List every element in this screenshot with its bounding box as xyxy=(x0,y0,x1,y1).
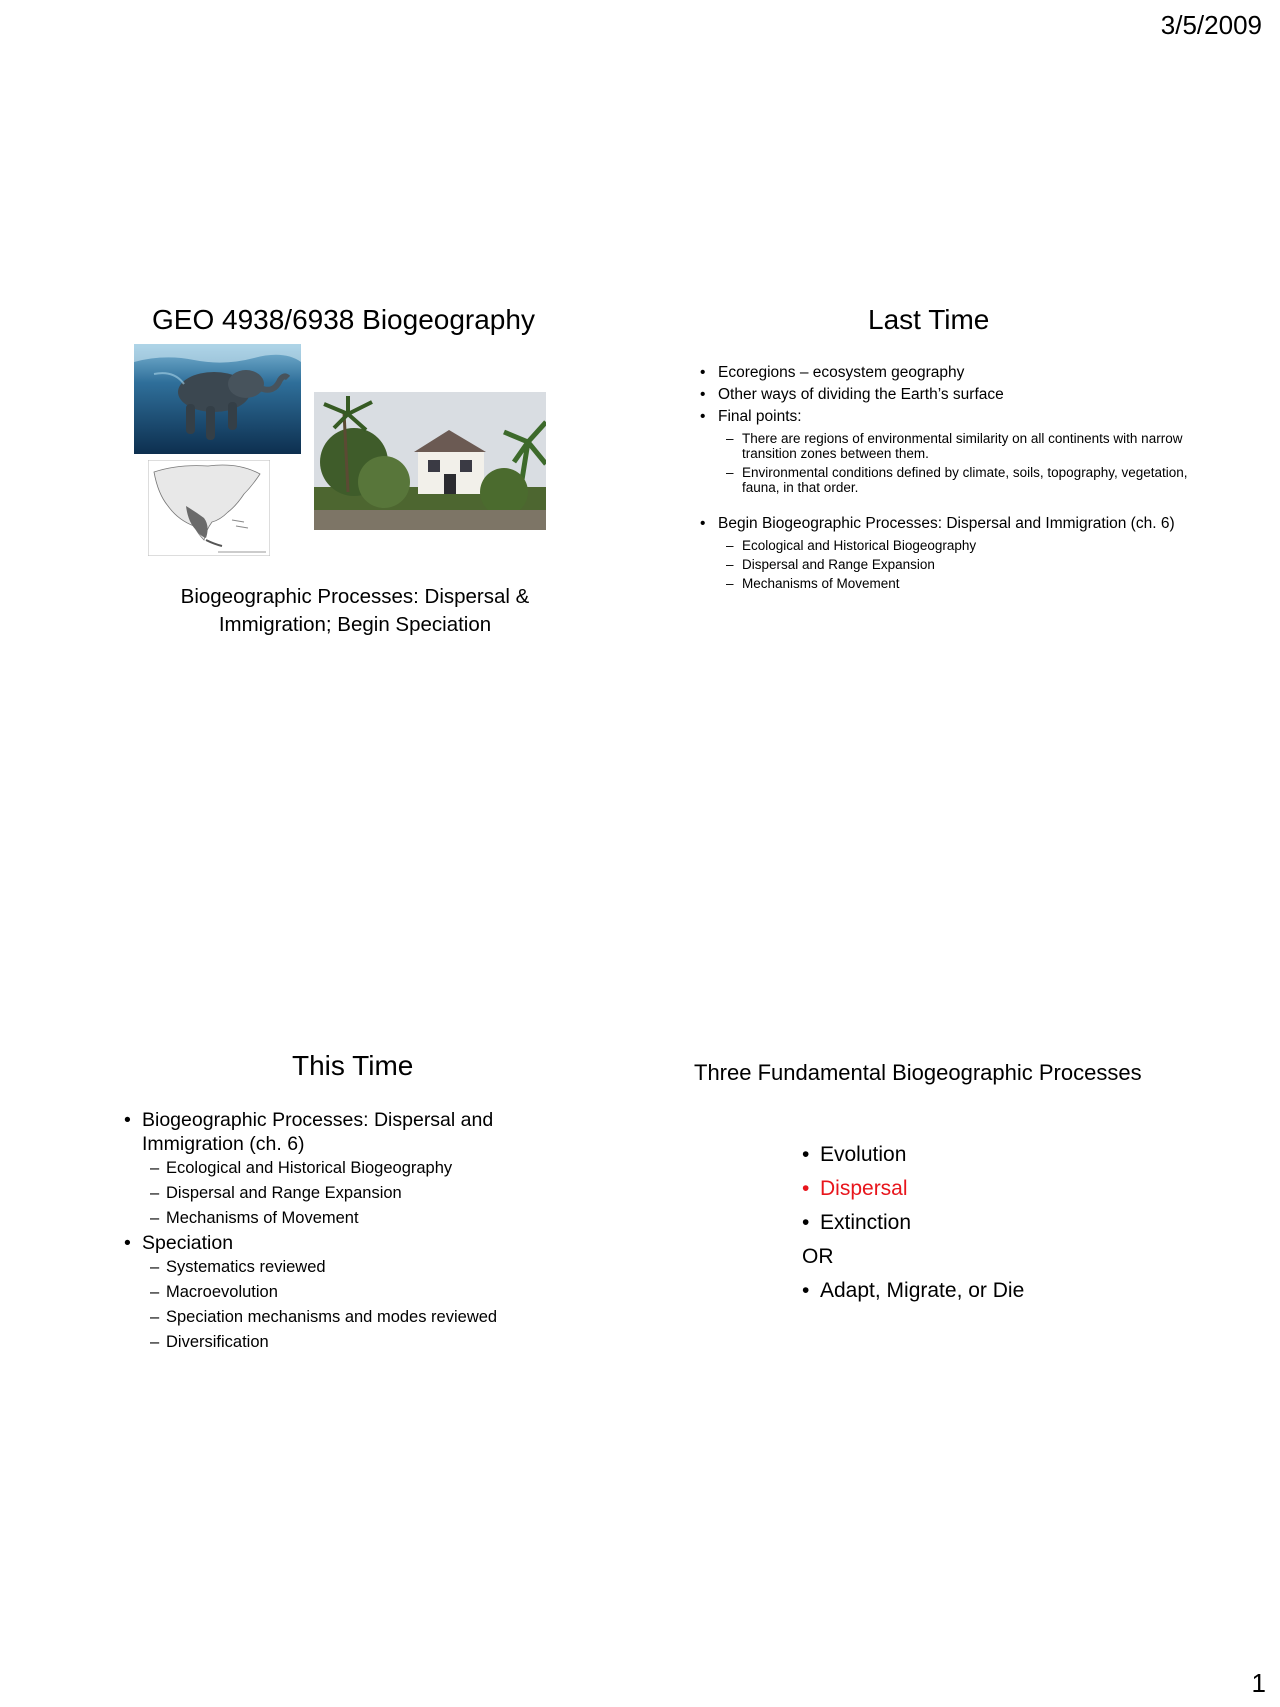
sub-bullet-dash: – xyxy=(150,1258,160,1276)
swimming-elephant-photo xyxy=(134,344,301,454)
slide-1-subtitle xyxy=(178,583,532,639)
sub-bullet-dash: – xyxy=(150,1209,160,1227)
sub-bullet-item: – Diversification xyxy=(166,1330,562,1355)
bullet-dot: • xyxy=(124,1232,131,1254)
slide-2-bullets xyxy=(700,362,1188,595)
sub-bullet-dash: – xyxy=(726,576,734,591)
bullet-dot: • xyxy=(700,386,706,403)
sub-bullet-dash: – xyxy=(726,557,734,572)
page-date: 3/5/2009 xyxy=(1160,10,1262,40)
range-map-figure xyxy=(148,460,270,556)
sub-bullet-item: – Ecological and Historical Biogeography xyxy=(726,538,977,553)
sub-bullet-item: – Dispersal and Range Expansion xyxy=(166,1181,562,1206)
sub-bullet-item: – Systematics reviewed xyxy=(166,1255,562,1280)
bullet-item: • Biogeographic Processes: Dispersal and Immigration (ch. 6) – Ecological and Historical Biogeography – Dispersal and Range Expansion – Mechanisms of Movement xyxy=(142,1108,562,1231)
sub-bullet-item: – Speciation mechanisms and modes reviewed xyxy=(166,1305,562,1330)
slide-2-title: Last Time xyxy=(868,304,990,335)
bullet-item: • Extinction xyxy=(820,1206,1024,1240)
bullet-dot: • xyxy=(802,1143,810,1166)
bullet-item: • Ecoregions – ecosystem geography xyxy=(718,362,1188,384)
sub-bullet-dash: – xyxy=(150,1283,160,1301)
bullet-item: • Evolution xyxy=(820,1138,1024,1172)
subtitle-line-1: Biogeographic Processes: Dispersal & xyxy=(180,585,530,608)
bullet-dot: • xyxy=(802,1177,810,1200)
sub-bullet-item: – Dispersal and Range Expansion xyxy=(726,557,935,572)
bullet-item-highlighted: • Dispersal xyxy=(820,1172,1024,1206)
sub-bullet-dash: – xyxy=(726,538,734,553)
page-number: 1 xyxy=(1251,1668,1266,1698)
bullet-dot: • xyxy=(700,364,706,381)
slide-1-title: GEO 4938/6938 Biogeography xyxy=(152,304,535,335)
sub-bullet-dash: – xyxy=(150,1333,160,1351)
sub-bullet-item: – Mechanisms of Movement xyxy=(726,576,900,591)
sub-bullet-dash: – xyxy=(150,1159,160,1177)
sub-bullet-item: – Macroevolution xyxy=(166,1280,562,1305)
slide-4-bullets xyxy=(802,1138,1025,1308)
slide-4-title: Three Fundamental Biogeographic Processes xyxy=(694,1060,1142,1085)
slide-3-bullets xyxy=(124,1108,562,1355)
bullet-dot: • xyxy=(802,1279,810,1302)
bullet-item: • Final points: – There are regions of environmental similarity on all continents with narrow transition zones between them. – Environmental conditions defined by climate, soils, topography, vegetation, fauna, in that order. xyxy=(700,408,1188,495)
sub-bullet-item: – Ecological and Historical Biogeography xyxy=(166,1156,562,1181)
bullet-item: • Adapt, Migrate, or Die xyxy=(820,1274,1024,1308)
bullet-dot: • xyxy=(700,515,706,532)
house-garden-photo xyxy=(314,392,546,530)
slide-3-title: This Time xyxy=(292,1050,414,1081)
subtitle-line-2: Immigration; Begin Speciation xyxy=(218,613,492,636)
bullet-dot: • xyxy=(802,1211,810,1234)
bullet-item: • Speciation – Systematics reviewed – Macroevolution – Speciation mechanisms and modes reviewed – Diversification xyxy=(142,1231,562,1355)
sub-bullet-item: – Environmental conditions defined by climate, soils, topography, vegetation, fauna, in that order. xyxy=(726,465,1188,495)
sub-bullet-item: – There are regions of environmental similarity on all continents with narrow transition zones between them. xyxy=(726,431,1183,461)
bullet-dot: • xyxy=(124,1109,131,1131)
sub-bullet-dash: – xyxy=(726,431,734,446)
sub-bullet-dash: – xyxy=(726,465,734,480)
bullet-dot: • xyxy=(700,408,706,425)
or-separator: OR xyxy=(802,1245,834,1268)
bullet-item: • Other ways of dividing the Earth’s surface xyxy=(718,384,1188,406)
sub-bullet-dash: – xyxy=(150,1184,160,1202)
bullet-item: • Begin Biogeographic Processes: Dispersal and Immigration (ch. 6) – Ecological and Historical Biogeography – Dispersal and Range Expansion – Mechanisms of Movement xyxy=(718,513,1188,591)
sub-bullet-item: – Mechanisms of Movement xyxy=(166,1206,562,1231)
sub-bullet-dash: – xyxy=(150,1308,160,1326)
